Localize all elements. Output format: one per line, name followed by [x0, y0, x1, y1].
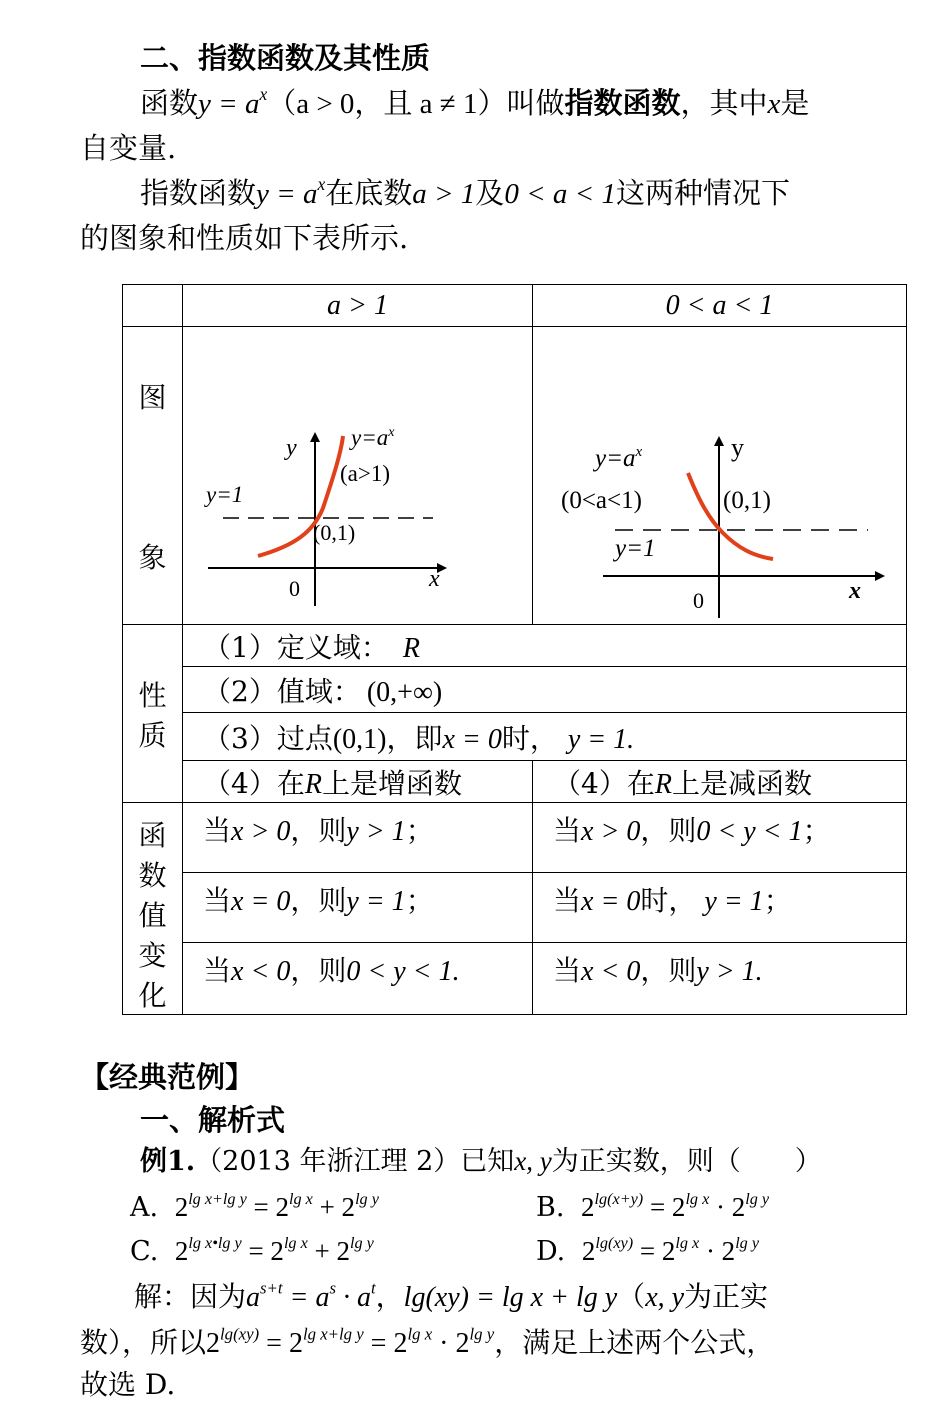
curve-label: $y=a^x$	[595, 443, 643, 472]
value-right-x-negative: 当x < 0，则y > 1.	[533, 943, 907, 1015]
row-label-char: 性	[138, 678, 167, 712]
property-monotonic-decreasing: （4）在R上是减函数	[533, 761, 907, 803]
row-label-properties	[123, 625, 183, 803]
condition-label: (a>1)	[340, 460, 390, 486]
value-right-x-positive: 当x > 0，则0 < y < 1；	[533, 803, 907, 873]
solution-line-1: 解：因为$a^{s+t} = a^s \cdot a^t$，lg(xy) = lg x + lg y（x, y为正实	[134, 1278, 769, 1313]
example-1-stem: 例1.（2013 年浙江理 2）已知x, y为正实数，则（ ）	[140, 1146, 822, 1177]
value-left-x-negative: 当x < 0，则0 < y < 1.	[183, 943, 533, 1015]
row-label-char: 数	[138, 858, 167, 892]
curve-label: $y=a^x$	[351, 424, 395, 450]
option-a[interactable]: A. $2^{lg x+lg y} = 2^{lg x} + 2^{lg y}$	[130, 1189, 379, 1223]
y-axis-label: y	[286, 434, 297, 461]
intro-line-3	[140, 173, 790, 210]
intro-text: 指数函数	[140, 176, 257, 210]
option-c[interactable]: C. $2^{lg x•lg y} = 2^{lg x} + 2^{lg y}$	[130, 1233, 374, 1267]
intro-line-4: 的图象和性质如下表所示.	[80, 221, 409, 255]
properties-table	[122, 284, 907, 1015]
intro-text: ，其中	[680, 86, 768, 120]
intro-text: 是	[780, 86, 810, 120]
value-left-x-zero: 当x = 0，则y = 1；	[183, 873, 533, 943]
point-label: (0,1)	[723, 486, 771, 514]
value-left-x-positive: 当x > 0，则y > 1；	[183, 803, 533, 873]
section-title: 二、指数函数及其性质	[140, 41, 431, 75]
formula: $y = a^x$	[256, 173, 326, 210]
intro-text: 在底数	[325, 176, 413, 210]
graph-decreasing	[533, 328, 905, 624]
hline-label: y=1	[206, 481, 244, 507]
intro-line-1	[140, 83, 810, 120]
term-exponential-function: 指数函数	[564, 86, 681, 120]
property-range: （2）值域： (0,+∞)	[183, 667, 907, 713]
intro-text: 及	[475, 176, 505, 210]
x-axis-label: x	[849, 577, 861, 604]
row-label-char: 化	[138, 978, 167, 1012]
solution-line-2: 数），所以$2^{lg(xy)} = 2^{lg x+lg y} = 2^{lg x} \cdot 2^{lg y}$，满足上述两个公式，	[80, 1324, 775, 1359]
value-right-x-zero: 当x = 0时， y = 1；	[533, 873, 907, 943]
formula: $y = a^x$	[198, 83, 268, 120]
row-label-value-change	[123, 803, 183, 1015]
option-b[interactable]: B. $2^{lg(x+y)} = 2^{lg x} \cdot 2^{lg y}$	[536, 1189, 770, 1223]
intro-text: 叫做	[506, 86, 565, 120]
solution-line-3: 故选 D.	[80, 1368, 176, 1401]
condition: 0 < a < 1	[504, 178, 616, 210]
intro-text: 函数	[140, 86, 199, 120]
origin-label: 0	[693, 587, 704, 613]
exponential-curve	[688, 473, 773, 559]
example-label: 例1.	[140, 1146, 196, 1177]
variable: x	[767, 88, 781, 120]
origin-label: 0	[289, 575, 300, 601]
row-label-graph	[123, 327, 183, 625]
header-a-greater-1: a > 1	[183, 285, 533, 327]
intro-text: 这两种情况下	[615, 176, 790, 210]
hline-label: y=1	[615, 534, 656, 562]
option-d[interactable]: D. $2^{lg(xy)} = 2^{lg x} \cdot 2^{lg y}$	[536, 1233, 760, 1267]
graph-increasing	[183, 328, 531, 624]
row-label-char: 质	[138, 718, 167, 752]
table-corner	[123, 285, 183, 327]
property-monotonic-increasing: （4）在R上是增函数	[183, 761, 533, 803]
x-axis-label: x	[429, 565, 440, 592]
condition: a > 1	[412, 178, 476, 210]
condition-label: (0<a<1)	[561, 486, 642, 514]
header-a-between-0-1: 0 < a < 1	[533, 285, 907, 327]
row-label-char: 变	[138, 938, 167, 972]
row-label-char: 图	[138, 380, 167, 414]
row-label-char: 函	[138, 818, 167, 852]
intro-line-2: 自变量.	[80, 131, 177, 165]
graph-cell-decreasing	[533, 327, 907, 625]
row-label-char: 象	[138, 540, 167, 574]
sub-heading: 一、解析式	[140, 1103, 286, 1137]
examples-heading: 【经典范例】	[80, 1060, 255, 1094]
row-label-char: 值	[138, 898, 167, 932]
property-domain: （1）定义域： R	[183, 625, 907, 667]
point-label: (0,1)	[313, 519, 356, 545]
y-axis-label: y	[731, 432, 744, 462]
condition: （a > 0，且 a ≠ 1）	[267, 88, 507, 120]
property-fixed-point: （3）过点(0,1)，即x = 0时， y = 1.	[183, 713, 907, 761]
graph-cell-increasing	[183, 327, 533, 625]
